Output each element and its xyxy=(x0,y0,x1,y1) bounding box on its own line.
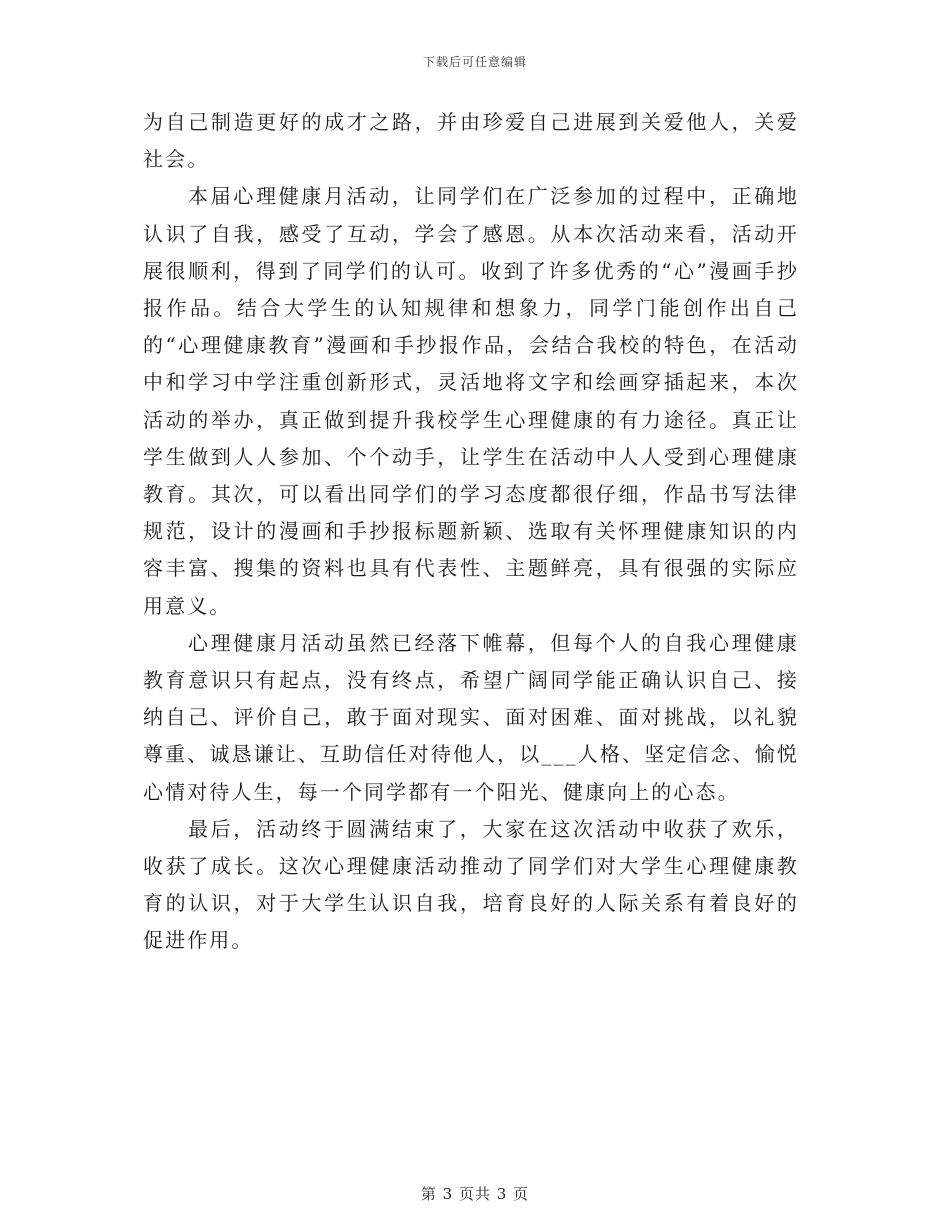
paragraph-conclusion: 最后，活动终于圆满结束了，大家在这次活动中收获了欢乐，收获了成长。这次心理健康活动推动了同学们对大学生心理健康教育的认识，对于大学生认识自我，培育良好的人际关系有着良好的促进作用。 xyxy=(143,816,799,953)
document-body xyxy=(143,104,799,960)
page-header: 下载后可任意编辑 xyxy=(422,55,527,69)
paragraph-activity-summary: 本届心理健康月活动，让同学们在广泛参加的过程中，正确地认识了自我，感受了互动，学会了感恩。从本次活动来看，活动开展很顺利，得到了同学们的认可。收到了许多优秀的“心”漫画手抄报作品。结合大学生的认知规律和想象力，同学门能创作出自己的“心理健康教育”漫画和手抄报作品，会结合我校的特色，在活动中和学习中学注重创新形式，灵活地将文字和绘画穿插起来，本次活动的举办，真正做到提升我校学生心理健康的有力途径。真正让学生做到人人参加、个个动手，让学生在活动中人人受到心理健康教育。其次，可以看出同学们的学习态度都很仔细，作品书写法律规范，设计的漫画和手抄报标题新颖、选取有关怀理健康知识的内容丰富、搜集的资料也具有代表性、主题鲜亮，具有很强的实际应用意义。 xyxy=(143,184,799,618)
paragraph-outlook: 心理健康月活动虽然已经落下帷幕，但每个人的自我心理健康教育意识只有起点，没有终点，希望广阔同学能正确认识自己、接纳自己、评价自己，敢于面对现实、面对困难、面对挑战，以礼貌尊重、诚恳谦让、互助信任对待他人，以___人格、坚定信念、愉悦心情对待人生，每一个同学都有一个阳光、健康向上的心态。 xyxy=(143,630,799,804)
paragraph-continuation: 为自己制造更好的成才之路，并由珍爱自己进展到关爱他人，关爱社会。 xyxy=(143,110,799,172)
page-number-footer: 第 3 页共 3 页 xyxy=(420,1185,530,1203)
